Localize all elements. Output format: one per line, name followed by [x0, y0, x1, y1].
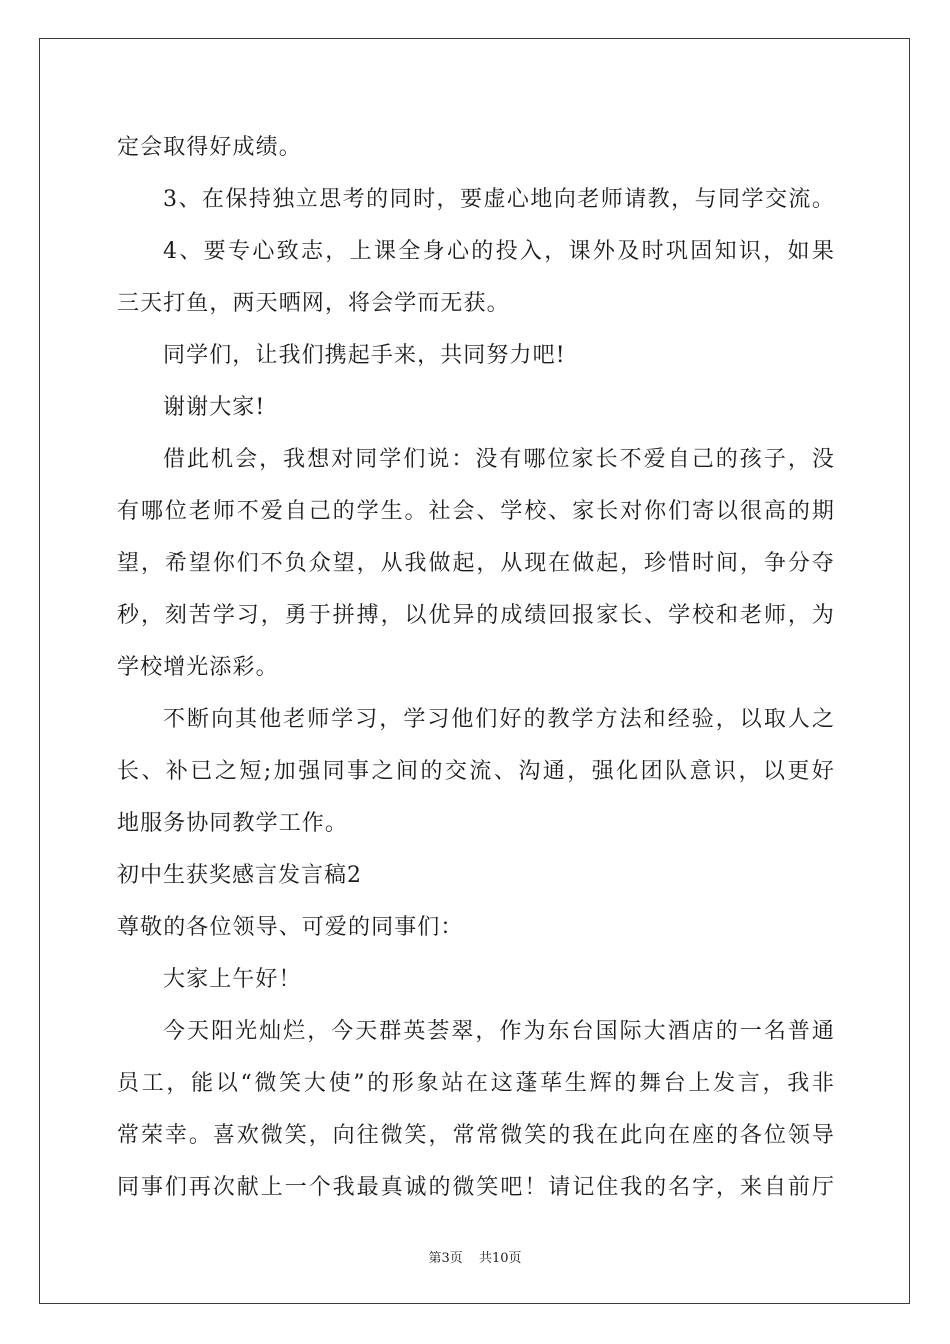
text-line: 学校增光添彩。 — [117, 655, 279, 680]
text-line: 秒，刻苦学习，勇于拼搏，以优异的成绩回报家长、学校和老师，为 — [117, 603, 835, 628]
text-line: 三天打鱼，两天晒网，将会学而无获。 — [117, 291, 510, 316]
text-line: 常荣幸。喜欢微笑，向往微笑，常常微笑的我在此向在座的各位领导 — [117, 1123, 835, 1148]
greeting: 大家上午好！ — [163, 967, 302, 992]
total-pages: 共10页 — [478, 1251, 522, 1266]
section-heading: 初中生获奖感言发言稿2 — [117, 863, 362, 888]
text-line: 定会取得好成绩。 — [117, 135, 302, 160]
text-line: 不断向其他老师学习，学习他们好的教学方法和经验，以取人之 — [163, 707, 835, 732]
text-line: 3、在保持独立思考的同时，要虚心地向老师请教，与同学交流。 — [163, 187, 835, 212]
page-footer — [0, 1247, 950, 1266]
text-line: 4、要专心致志，上课全身心的投入，课外及时巩固知识，如果 — [163, 239, 835, 264]
text-line: 员工，能以“微笑大使”的形象站在这蓬荜生辉的舞台上发言，我非 — [117, 1071, 835, 1096]
page-number: 第3页 — [428, 1251, 463, 1266]
text-line: 同学们，让我们携起手来，共同努力吧! — [163, 343, 566, 368]
text-line: 望，希望你们不负众望，从我做起，从现在做起，珍惜时间，争分夺 — [117, 551, 835, 576]
text-line: 借此机会，我想对同学们说：没有哪位家长不爱自己的孩子，没 — [163, 447, 835, 472]
text-line: 有哪位老师不爱自己的学生。社会、学校、家长对你们寄以很高的期 — [117, 499, 835, 524]
salutation: 尊敬的各位领导、可爱的同事们： — [117, 915, 464, 940]
text-line: 同事们再次献上一个我最真诚的微笑吧！请记住我的名字，来自前厅 — [117, 1175, 835, 1200]
document-body — [117, 122, 835, 1214]
text-line: 今天阳光灿烂，今天群英荟翠，作为东台国际大酒店的一名普通 — [163, 1019, 835, 1044]
text-line: 长、补已之短;加强同事之间的交流、沟通，强化团队意识，以更好 — [117, 759, 835, 784]
text-line: 地服务协同教学工作。 — [117, 811, 349, 836]
text-line: 谢谢大家! — [163, 395, 266, 420]
